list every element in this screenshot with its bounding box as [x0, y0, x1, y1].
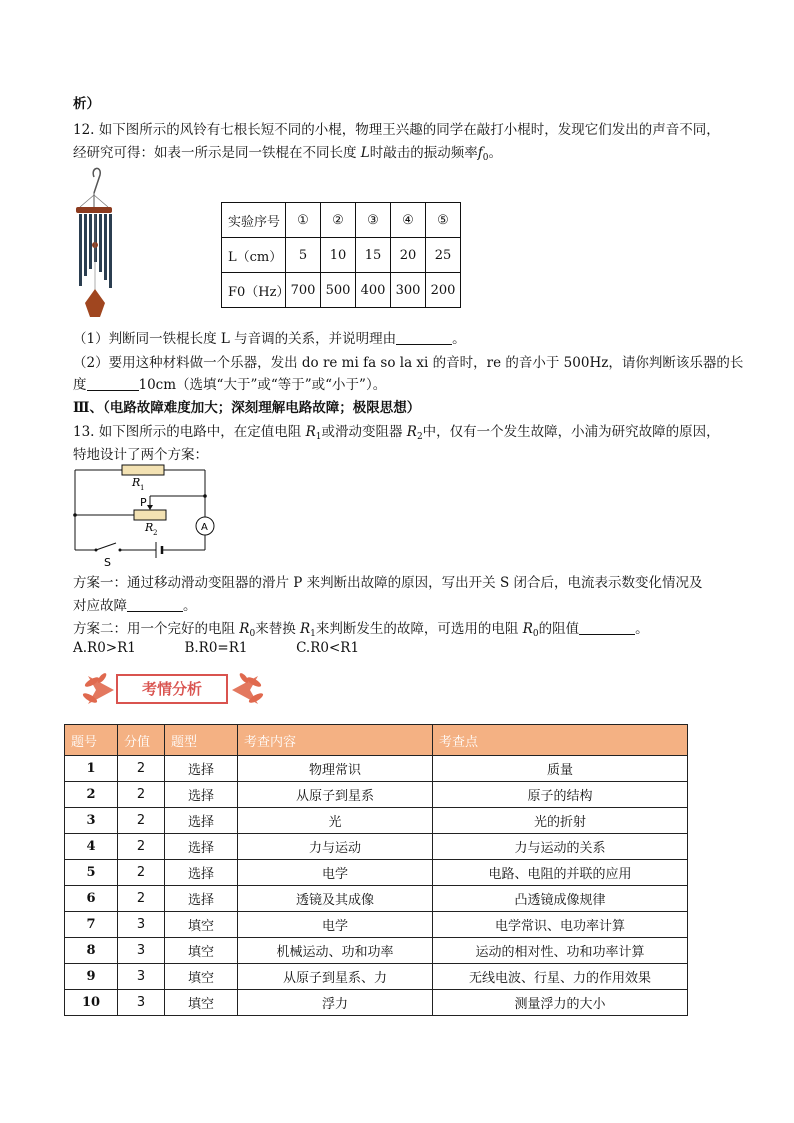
table-cell: 填空: [165, 964, 238, 990]
q12-line2: 经研究可得：如表一所示是同一铁棍在不同长度 L时敲击的振动频率$f_0$。: [73, 145, 502, 163]
table-cell: 200: [426, 273, 461, 308]
table-cell: 浮力: [238, 990, 433, 1016]
table-cell: 机械运动、功和功率: [238, 938, 433, 964]
table-header-cell: 实验序号: [222, 203, 286, 238]
option-c[interactable]: C.R0<R1: [296, 640, 360, 656]
section-3-heading: Ⅲ、（电路故障难度加大；深刻理解电路故障；极限思想）: [73, 400, 421, 416]
table-cell: 2: [118, 860, 165, 886]
table-cell: 填空: [165, 990, 238, 1016]
table-header-cell: ④: [391, 203, 426, 238]
analysis-table-body: [65, 756, 688, 1016]
slider-label: P: [140, 496, 147, 509]
table-cell: 2: [118, 756, 165, 782]
table-cell: 3: [118, 990, 165, 1016]
table-cell: 3: [118, 964, 165, 990]
table-cell: 5: [65, 860, 118, 886]
circuit-diagram: [70, 460, 220, 570]
table-cell: 填空: [165, 912, 238, 938]
r1-label: R: [132, 476, 141, 489]
table-cell: 力与运动: [238, 834, 433, 860]
table-cell: 力与运动的关系: [433, 834, 688, 860]
table-cell: 光: [238, 808, 433, 834]
table-cell: 选择: [165, 782, 238, 808]
table-row: [65, 990, 688, 1016]
answer-blank[interactable]: [127, 597, 183, 612]
table-cell: 电路、电阻的并联的应用: [433, 860, 688, 886]
table-row: [222, 203, 461, 238]
table-cell: 从原子到星系: [238, 782, 433, 808]
q12-sub2: （2）要用这种材料做一个乐器，发出 do re mi fa so la xi 的音时，re 的音小于 500Hz，请你判断该乐器的长: [73, 355, 744, 371]
table-header-cell: 考查点: [433, 725, 688, 756]
table-cell: 2: [118, 834, 165, 860]
table-row: [222, 273, 461, 308]
table-row: [65, 938, 688, 964]
table-header-cell: ⑤: [426, 203, 461, 238]
table-cell: 2: [118, 886, 165, 912]
table-row: [65, 834, 688, 860]
table-cell: 质量: [433, 756, 688, 782]
table-cell: F0（Hz）: [222, 273, 286, 308]
q12-line1: 12. 如下图所示的风铃有七根长短不同的小棍，物理王兴趣的同学在敲打小棍时，发现它们发出的声音不同，: [73, 122, 720, 138]
table-header-cell: 题号: [65, 725, 118, 756]
table-cell: 选择: [165, 834, 238, 860]
top-fragment: 析）: [73, 96, 100, 112]
table-cell: 300: [391, 273, 426, 308]
r2-label: R: [145, 521, 154, 534]
table-header-cell: ②: [321, 203, 356, 238]
table-row: [65, 756, 688, 782]
q13-line1: 13. 如下图所示的电路中，在定值电阻 $R_1$或滑动变阻器 $R_2$中，仅有一个发生故障，小浦为研究故障的原因，: [73, 424, 720, 442]
table-header-cell: ③: [356, 203, 391, 238]
table-cell: 选择: [165, 756, 238, 782]
table-cell: 25: [426, 238, 461, 273]
table-cell: 从原子到星系、力: [238, 964, 433, 990]
table-cell: 电学: [238, 912, 433, 938]
switch-label: S: [104, 556, 111, 569]
table-cell: 物理常识: [238, 756, 433, 782]
option-a[interactable]: A.R0>R1: [73, 640, 136, 656]
table-cell: 8: [65, 938, 118, 964]
q12-sub1: （1）判断同一铁棍长度 L 与音调的关系，并说明理由 。: [73, 331, 466, 347]
table-cell: 10: [321, 238, 356, 273]
table-cell: 填空: [165, 938, 238, 964]
table-cell: 运动的相对性、功和功率计算: [433, 938, 688, 964]
table-header-cell: 考查内容: [238, 725, 433, 756]
q12-sub2-cont: 度 10cm（选填“大于”或“等于”或“小于”）。: [73, 377, 387, 393]
banner-title: 考情分析: [116, 674, 228, 704]
table-cell: 400: [356, 273, 391, 308]
table-cell: 6: [65, 886, 118, 912]
table-cell: 选择: [165, 808, 238, 834]
table-cell: 20: [391, 238, 426, 273]
table-cell: 透镜及其成像: [238, 886, 433, 912]
q13-plan1: 方案一：通过移动滑动变阻器的滑片 P 来判断出故障的原因，写出开关 S 闭合后，电流表示数变化情况及: [73, 575, 703, 591]
table-cell: 选择: [165, 886, 238, 912]
table-cell: 700: [286, 273, 321, 308]
table-header-cell: 分值: [118, 725, 165, 756]
table-cell: 电学常识、电功率计算: [433, 912, 688, 938]
table-row: [65, 886, 688, 912]
table-cell: 原子的结构: [433, 782, 688, 808]
table-cell: 5: [286, 238, 321, 273]
option-b[interactable]: B.R0=R1: [184, 640, 248, 656]
experiment-table: [221, 202, 461, 308]
table-row: [65, 912, 688, 938]
table-cell: 测量浮力的大小: [433, 990, 688, 1016]
table-cell: 光的折射: [433, 808, 688, 834]
r1-subscript: 1: [140, 484, 145, 492]
q13-line2: 特地设计了两个方案：: [73, 447, 208, 463]
analysis-table: [64, 724, 688, 1016]
table-cell: 4: [65, 834, 118, 860]
answer-blank[interactable]: [579, 620, 635, 635]
answer-blank[interactable]: [396, 330, 452, 345]
q13-options: [73, 639, 359, 657]
table-row: [65, 782, 688, 808]
table-cell: L（cm）: [222, 238, 286, 273]
ammeter-icon: A: [201, 522, 208, 533]
table-header-cell: 题型: [165, 725, 238, 756]
table-cell: 9: [65, 964, 118, 990]
table-row: [222, 238, 461, 273]
answer-blank[interactable]: [87, 376, 139, 391]
table-cell: 500: [321, 273, 356, 308]
table-cell: 2: [118, 782, 165, 808]
table-cell: 电学: [238, 860, 433, 886]
r2-subscript: 2: [153, 529, 158, 537]
table-cell: 10: [65, 990, 118, 1016]
table-cell: 15: [356, 238, 391, 273]
table-cell: 7: [65, 912, 118, 938]
table-cell: 选择: [165, 860, 238, 886]
table-cell: 2: [65, 782, 118, 808]
table-row: [65, 808, 688, 834]
q13-plan1-cont: 对应故障 。: [73, 598, 197, 614]
wind-chime-image: [72, 165, 142, 325]
table-cell: 3: [118, 938, 165, 964]
table-header-row: [65, 725, 688, 756]
table-cell: 1: [65, 756, 118, 782]
table-cell: 3: [65, 808, 118, 834]
table-header-cell: ①: [286, 203, 321, 238]
q13-plan2: 方案二：用一个完好的电阻 $R_0$来替换 $R_1$来判断发生的故障，可选用的电阻 $R_0$的阻值 。: [73, 621, 649, 639]
table-row: [65, 964, 688, 990]
table-cell: 无线电波、行星、力的作用效果: [433, 964, 688, 990]
table-cell: 凸透镜成像规律: [433, 886, 688, 912]
table-cell: 3: [118, 912, 165, 938]
table-cell: 2: [118, 808, 165, 834]
table-row: [65, 860, 688, 886]
